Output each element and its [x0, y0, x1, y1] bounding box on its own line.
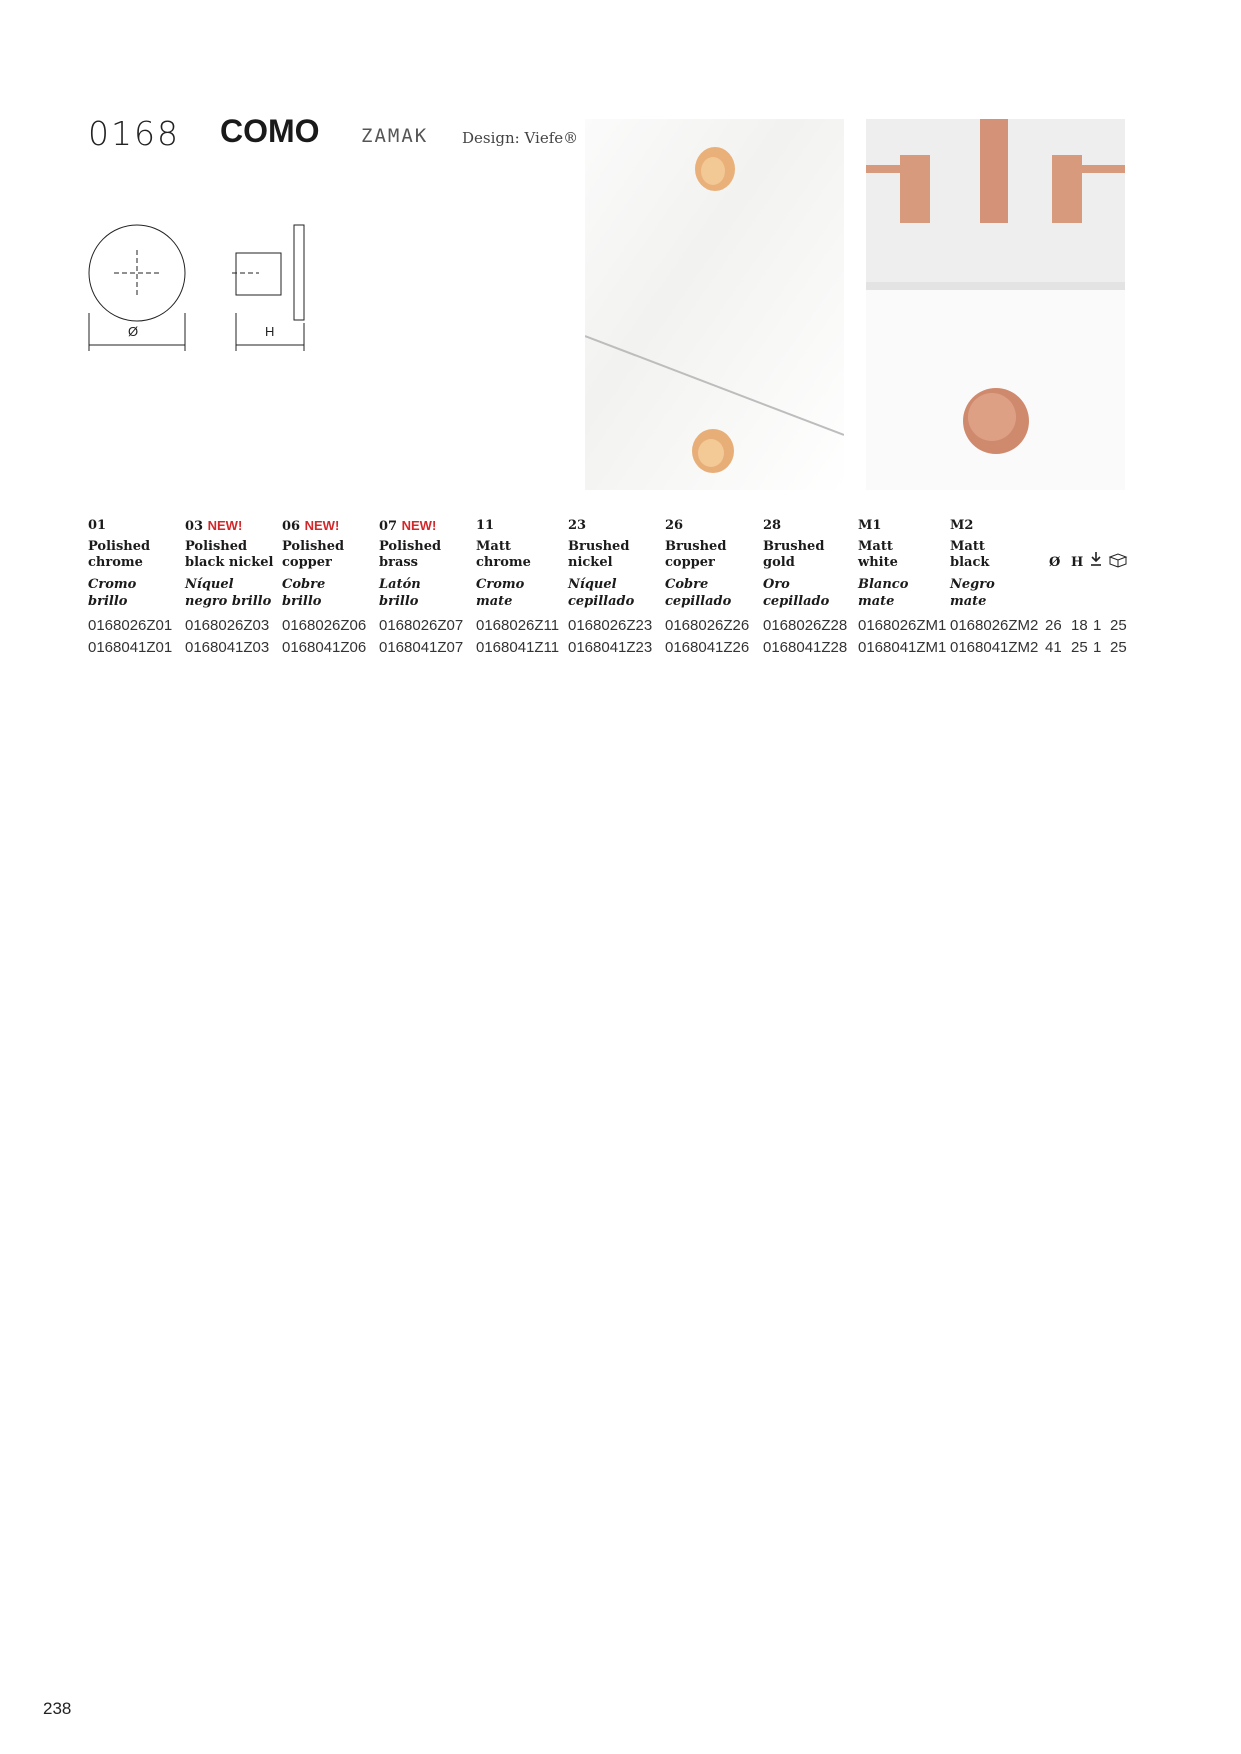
- unit-quantity-icon: [1090, 551, 1102, 567]
- finish-name-es: cepillado: [665, 594, 732, 609]
- finish-number: M1: [858, 518, 882, 533]
- finish-name-es: brillo: [379, 594, 419, 609]
- reference-code: 0168041Z23: [568, 639, 653, 656]
- bathroom-illustration: [866, 119, 1125, 490]
- new-badge: NEW!: [207, 518, 243, 533]
- technical-drawing: [84, 218, 314, 358]
- reference-code: 0168026Z06: [282, 617, 367, 634]
- finish-name-es: Blanco: [858, 577, 909, 592]
- reference-code: 0168026Z23: [568, 617, 653, 634]
- finish-name-en: black nickel: [185, 555, 274, 570]
- front-view-circle: [89, 225, 185, 321]
- reference-code: 0168041Z06: [282, 639, 367, 656]
- product-code: 0168: [88, 114, 180, 153]
- height-value: 18: [1071, 617, 1088, 634]
- finish-name-es: Níquel: [568, 577, 617, 592]
- finish-name-en: Matt: [950, 539, 985, 554]
- finish-number: 07: [379, 519, 398, 534]
- diameter-header: Ø: [1049, 555, 1061, 570]
- finish-name-es: brillo: [282, 594, 322, 609]
- reference-code: 0168041Z03: [185, 639, 270, 656]
- finish-name-es: Cromo: [476, 577, 525, 592]
- finish-number: 28: [763, 518, 782, 533]
- reference-code: 0168041Z11: [476, 639, 560, 656]
- height-label: H: [265, 324, 275, 339]
- finish-name-en: Matt: [858, 539, 893, 554]
- box-quantity-value: 25: [1110, 639, 1127, 656]
- reference-code: 0168026Z26: [665, 617, 750, 634]
- diameter-value: 41: [1045, 639, 1062, 656]
- finish-name-en: Polished: [185, 539, 248, 554]
- finish-name-es: Latón: [379, 577, 421, 592]
- finish-number: 11: [476, 518, 495, 533]
- finish-name-en: white: [858, 555, 898, 570]
- reference-code: 0168026ZM1: [858, 617, 947, 634]
- reference-code: 0168026Z11: [476, 617, 560, 634]
- finish-name-en: Polished: [88, 539, 151, 554]
- new-badge: NEW!: [401, 518, 437, 533]
- finish-name-en: Matt: [476, 539, 511, 554]
- finish-name-en: chrome: [88, 555, 143, 570]
- diameter-value: 26: [1045, 617, 1062, 634]
- finish-name-en: Polished: [379, 539, 442, 554]
- diameter-label: Ø: [128, 324, 139, 339]
- finish-name-es: cepillado: [763, 594, 830, 609]
- finish-name-es: Negro: [950, 577, 995, 592]
- finish-name-en: Brushed: [665, 539, 727, 554]
- finish-name-es: Cromo: [88, 577, 137, 592]
- finish-name-es: negro brillo: [185, 594, 272, 609]
- finish-number: 01: [88, 518, 107, 533]
- finish-name-es: mate: [858, 594, 895, 609]
- drawer-knobs-illustration: [585, 119, 844, 490]
- reference-code: 0168026ZM2: [950, 617, 1039, 634]
- reference-code: 0168041Z26: [665, 639, 750, 656]
- box-quantity-value: 25: [1110, 617, 1127, 634]
- page-number: 238: [43, 1699, 72, 1718]
- reference-code: 0168041Z28: [763, 639, 848, 656]
- box-quantity-icon: [1108, 552, 1128, 568]
- product-photo-bathroom: [866, 119, 1125, 490]
- product-designer: Design: Viefe®: [462, 129, 579, 147]
- finish-name-es: Níquel: [185, 577, 234, 592]
- reference-code: 0168041Z07: [379, 639, 464, 656]
- finish-name-es: Oro: [763, 577, 790, 592]
- unit-quantity-value: 1: [1093, 639, 1102, 656]
- finish-number: 26: [665, 518, 684, 533]
- finish-name-es: mate: [950, 594, 987, 609]
- finish-name-en: Polished: [282, 539, 345, 554]
- product-photo-drawer-knobs: [585, 119, 844, 490]
- finish-name-en: black: [950, 555, 990, 570]
- finish-name-en: nickel: [568, 555, 613, 570]
- new-badge: NEW!: [304, 518, 340, 533]
- finish-number: 03: [185, 519, 204, 534]
- unit-quantity-value: 1: [1093, 617, 1102, 634]
- finish-name-en: Brushed: [568, 539, 630, 554]
- side-view-body: [236, 253, 281, 295]
- reference-code: 0168026Z01: [88, 617, 173, 634]
- reference-code: 0168041ZM2: [950, 639, 1039, 656]
- finish-number: 23: [568, 518, 587, 533]
- reference-code: 0168041ZM1: [858, 639, 947, 656]
- finish-name-es: Cobre: [282, 577, 326, 592]
- height-value: 25: [1071, 639, 1088, 656]
- finish-name-en: copper: [665, 555, 715, 570]
- finish-number: 06: [282, 519, 301, 534]
- reference-code: 0168026Z07: [379, 617, 464, 634]
- finish-name-es: Cobre: [665, 577, 709, 592]
- product-name: COMO: [220, 113, 320, 149]
- side-view-plate: [294, 225, 304, 320]
- product-material: ZAMAK: [361, 125, 429, 147]
- finish-name-en: Brushed: [763, 539, 825, 554]
- finish-name-es: mate: [476, 594, 513, 609]
- finish-name-en: gold: [763, 555, 795, 570]
- reference-code: 0168041Z01: [88, 639, 173, 656]
- reference-code: 0168026Z03: [185, 617, 270, 634]
- finish-name-en: copper: [282, 555, 332, 570]
- reference-code: 0168026Z28: [763, 617, 848, 634]
- finish-name-en: chrome: [476, 555, 531, 570]
- height-header: H: [1071, 555, 1084, 570]
- finish-name-es: cepillado: [568, 594, 635, 609]
- finish-name-en: brass: [379, 555, 418, 570]
- finish-name-es: brillo: [88, 594, 128, 609]
- finish-number: M2: [950, 518, 974, 533]
